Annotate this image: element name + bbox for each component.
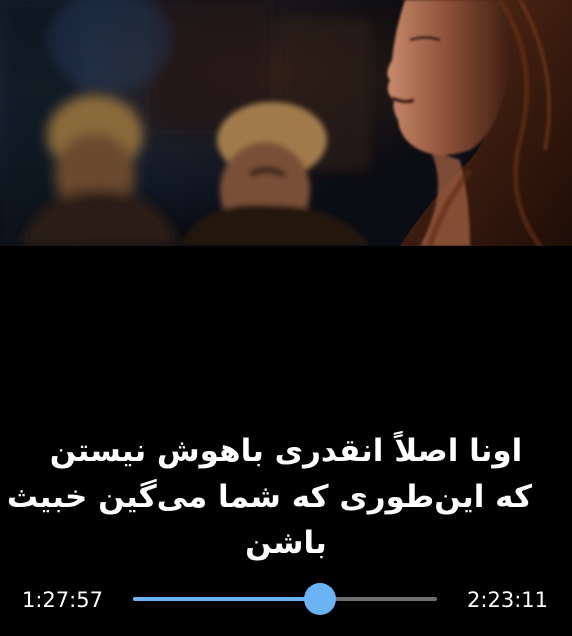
playback-controls xyxy=(0,578,572,622)
seek-progress xyxy=(133,597,320,601)
subtitle-line: که این‌طوری که شما می‌گین خبیث xyxy=(6,479,532,515)
video-frame-image xyxy=(0,0,572,246)
subtitle xyxy=(6,428,532,566)
video-frame[interactable] xyxy=(0,0,572,246)
elapsed-time: 1:27:57 xyxy=(22,588,103,612)
seek-thumb[interactable] xyxy=(304,583,336,615)
subtitle-line: اونا اصلاً انقدری باهوش نیستن xyxy=(49,433,523,469)
subtitle-line: باشن xyxy=(245,525,327,561)
total-duration: 2:23:11 xyxy=(467,588,548,612)
seek-bar[interactable] xyxy=(133,578,437,622)
